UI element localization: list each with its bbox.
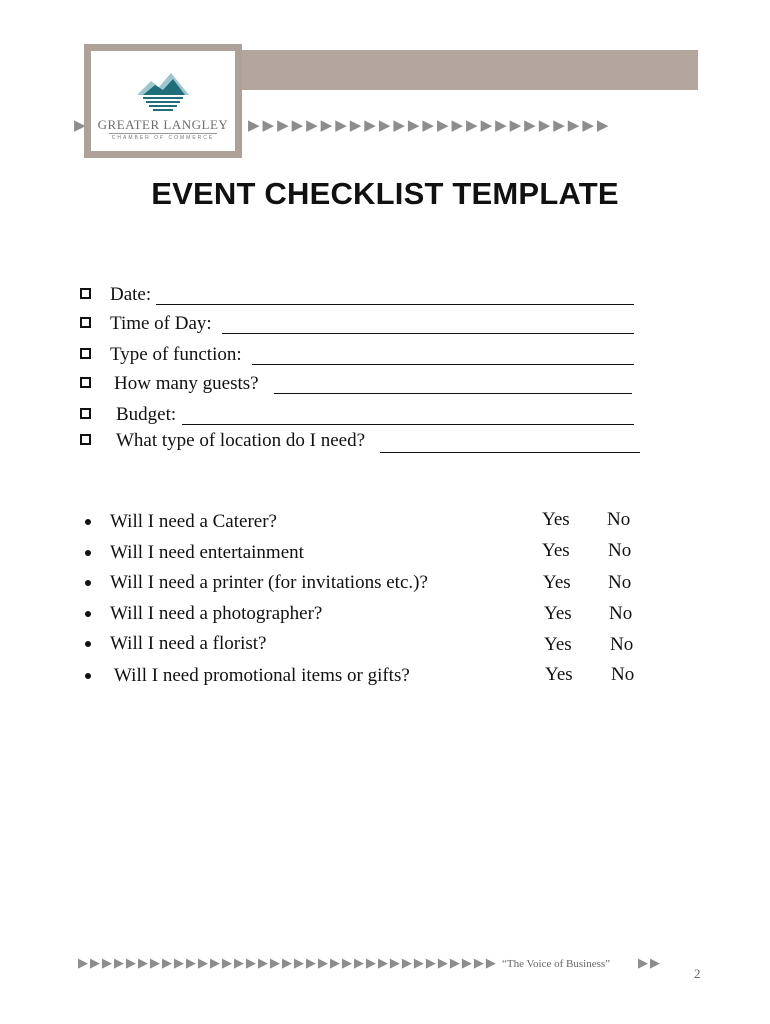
checklist-label: What type of location do I need? [116, 430, 366, 451]
question-text: Will I need promotional items or gifts? [114, 665, 410, 686]
bullet-icon [85, 611, 91, 617]
answer-line[interactable] [252, 364, 634, 365]
bullet-icon [85, 550, 91, 556]
no-option[interactable]: No [608, 540, 632, 561]
question-text: Will I need a florist? [110, 633, 267, 654]
checkbox-icon[interactable] [80, 317, 91, 328]
bullet-icon [85, 641, 91, 647]
question-item [80, 510, 680, 534]
yes-option[interactable]: Yes [542, 540, 570, 561]
arrow-row-top-icon: ▶▶▶▶▶▶▶▶▶▶▶▶▶▶▶▶▶▶▶▶▶▶▶▶▶ [248, 116, 612, 134]
header-bar [180, 50, 698, 90]
checklist-label: How many guests? [114, 373, 259, 394]
question-text: Will I need a printer (for invitations etc.)? [110, 572, 428, 593]
yes-option[interactable]: Yes [544, 603, 572, 624]
question-text: Will I need entertainment [110, 542, 304, 563]
checkbox-icon[interactable] [80, 408, 91, 419]
bullet-icon [85, 519, 91, 525]
no-option[interactable]: No [608, 572, 632, 593]
logo-subtitle: CHAMBER OF COMMERCE [111, 135, 215, 141]
yes-option[interactable]: Yes [543, 572, 571, 593]
arrow-row-footer-end-icon: ▶▶ [638, 956, 662, 971]
yes-option[interactable]: Yes [544, 634, 572, 655]
answer-line[interactable] [274, 393, 632, 394]
yes-option[interactable]: Yes [542, 509, 570, 530]
answer-line[interactable] [222, 333, 634, 334]
question-text: Will I need a Caterer? [110, 511, 277, 532]
answer-line[interactable] [182, 424, 634, 425]
tagline: “The Voice of Business” [502, 958, 611, 970]
arrow-left-decoration-icon: ▶ [74, 116, 86, 134]
checklist-label: Date: [110, 284, 152, 305]
question-item [80, 571, 680, 595]
bullet-icon [85, 673, 91, 679]
checklist-label: Budget: [116, 404, 177, 425]
answer-line[interactable] [156, 304, 634, 305]
no-option[interactable]: No [607, 509, 631, 530]
question-item [80, 541, 680, 565]
question-item [80, 602, 680, 626]
page-number: 2 [694, 966, 701, 981]
question-item [80, 664, 680, 688]
no-option[interactable]: No [610, 634, 634, 655]
checkbox-icon[interactable] [80, 434, 91, 445]
mountain-logo-icon [137, 69, 189, 111]
checklist-label: Time of Day: [110, 313, 212, 334]
question-text: Will I need a photographer? [110, 603, 323, 624]
question-item [80, 632, 680, 656]
checkbox-icon[interactable] [80, 377, 91, 388]
yes-option[interactable]: Yes [545, 664, 573, 685]
checkbox-icon[interactable] [80, 288, 91, 299]
arrow-row-footer-icon: ▶▶▶▶▶▶▶▶▶▶▶▶▶▶▶▶▶▶▶▶▶▶▶▶▶▶▶▶▶▶▶▶▶▶▶ [78, 956, 498, 971]
bullet-icon [85, 580, 91, 586]
logo-frame [84, 44, 242, 158]
logo-name: GREATER LANGLEY [97, 117, 229, 132]
no-option[interactable]: No [611, 664, 635, 685]
checkbox-icon[interactable] [80, 348, 91, 359]
logo [91, 51, 235, 151]
page-title: EVENT CHECKLIST TEMPLATE [151, 176, 619, 211]
no-option[interactable]: No [609, 603, 633, 624]
answer-line[interactable] [380, 452, 640, 453]
logo-rule [109, 133, 217, 134]
checklist-label: Type of function: [110, 344, 242, 365]
